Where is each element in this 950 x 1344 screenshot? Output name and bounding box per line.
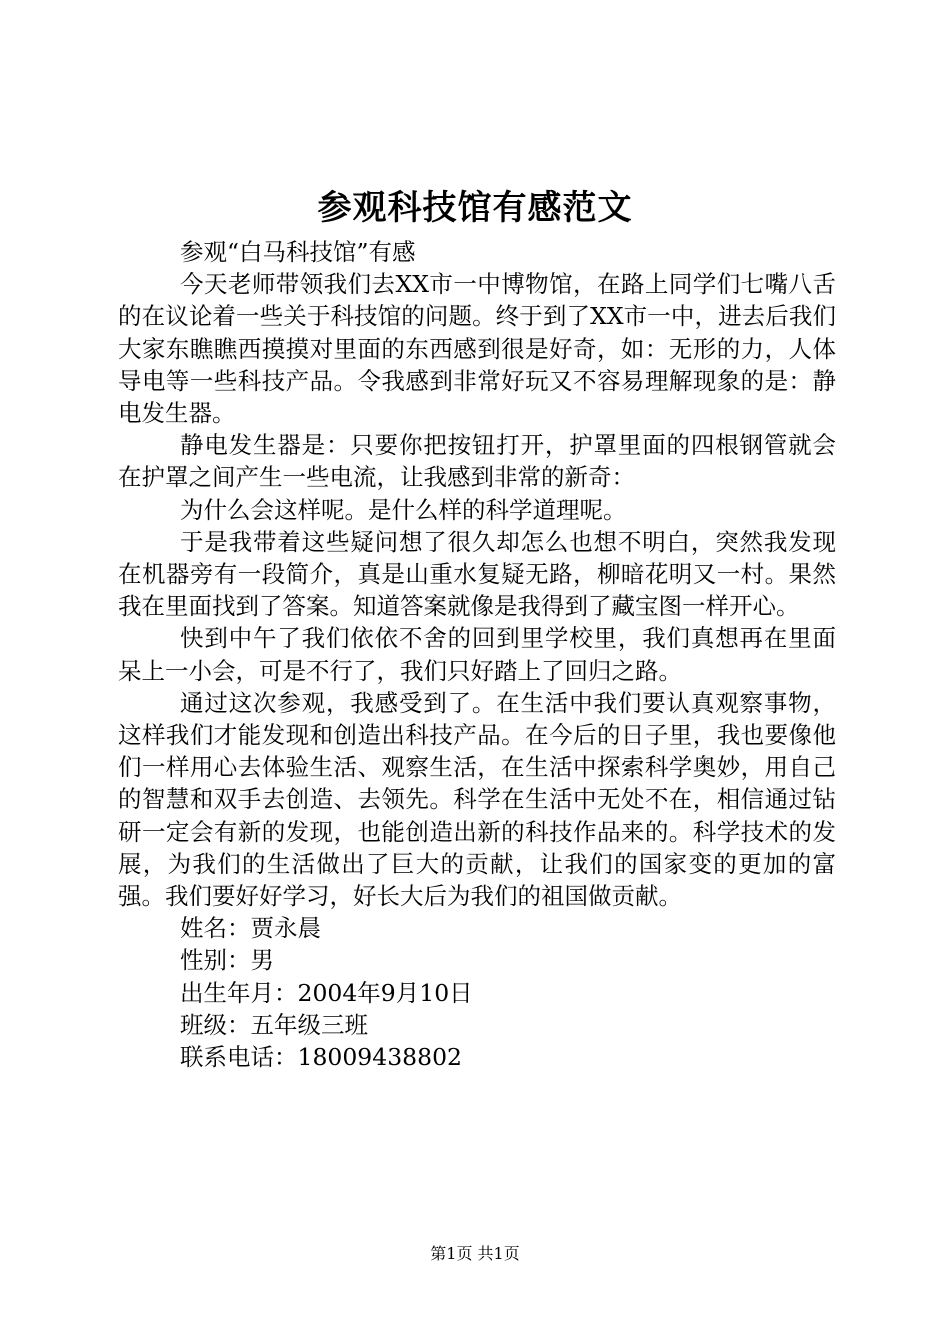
info-class: 班级：五年级三班: [180, 1010, 368, 1039]
paragraph: 于是我带着这些疑问想了很久却怎么也想不明白，突然我发现在机器旁有一段简介，真是山重水复疑无路，柳暗花明又一村。果然我在里面找到了答案。知道答案就像是我得到了藏宝图一样开心。: [118, 527, 836, 621]
info-gender: 性别：男: [180, 946, 274, 975]
document-body: [118, 236, 836, 1073]
info-birthdate: 出生年月：2004年9月10日: [180, 978, 473, 1007]
paragraph: 通过这次参观，我感受到了。在生活中我们要认真观察事物，这样我们才能发现和创造出科技产品。在今后的日子里，我也要像他们一样用心去体验生活、观察生活，在生活中探索科学奥妙，用自己的智慧和双手去创造、去领先。科学在生活中无处不在，相信通过钻研一定会有新的发现，也能创造出新的科技作品来的。科学技术的发展，为我们的生活做出了巨大的贡献，让我们的国家变的更加的富强。我们要好好学习，好长大后为我们的祖国做贡献。: [118, 688, 836, 911]
paragraph: 静电发生器是：只要你把按钮打开，护罩里面的四根钢管就会在护罩之间产生一些电流，让我感到非常的新奇：: [118, 431, 836, 492]
paragraph: 为什么会这样呢。是什么样的科学道理呢。: [180, 495, 627, 524]
paragraph: 快到中午了我们依依不舍的回到里学校里，我们真想再在里面呆上一小会，可是不行了，我们只好踏上了回归之路。: [118, 624, 836, 685]
paragraph: 今天老师带领我们去XX市一中博物馆，在路上同学们七嘴八舌的在议论着一些关于科技馆的问题。终于到了XX市一中，进去后我们大家东瞧瞧西摸摸对里面的东西感到很是好奇，如：无形的力，人体导电等一些科技产品。令我感到非常好玩又不容易理解现象的是：静电发生器。: [118, 270, 836, 428]
subtitle: 参观“白马科技馆”有感: [180, 238, 416, 266]
info-phone: 联系电话：18009438802: [180, 1043, 462, 1072]
page-footer: 第1页 共1页: [430, 1244, 520, 1263]
document-title: 参观科技馆有感范文: [317, 188, 633, 228]
info-name: 姓名：贾永晨: [180, 914, 321, 943]
